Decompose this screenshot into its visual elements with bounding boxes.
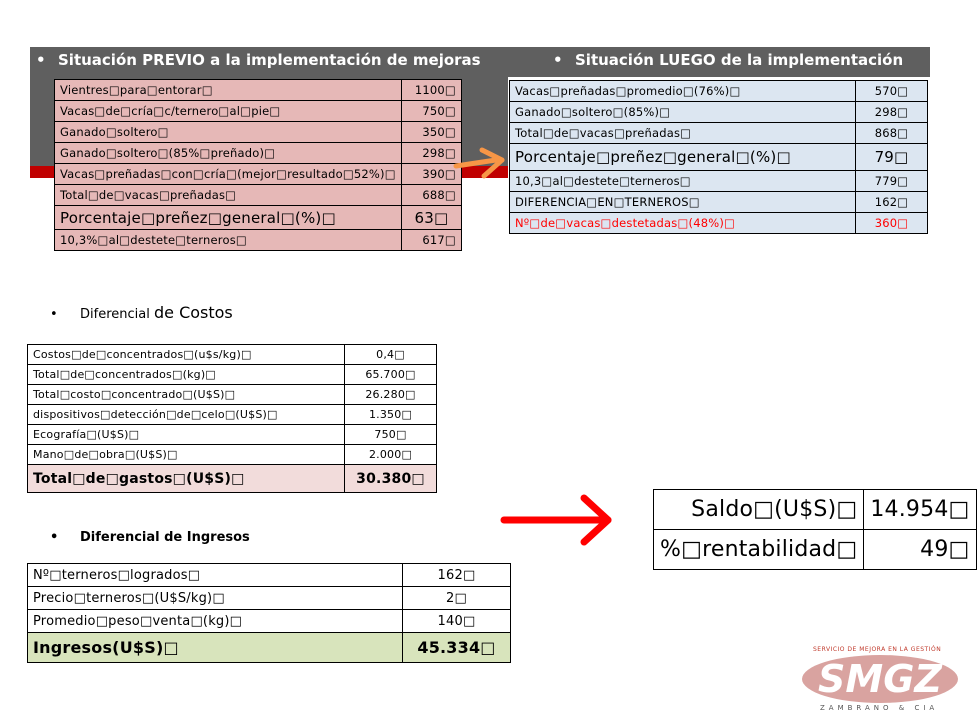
row-label: Vacas□preñadas□promedio□(76%)□	[510, 81, 856, 102]
row-value: 65.700□	[345, 365, 437, 385]
table-row	[28, 445, 437, 465]
table-row	[654, 490, 977, 530]
row-label: Ganado□soltero□	[55, 122, 402, 143]
row-label: 10,3□al□destete□terneros□	[510, 171, 856, 192]
row-value: 298□	[401, 143, 461, 164]
table-row	[510, 102, 928, 123]
row-label: DIFERENCIA□EN□TERNEROS□	[510, 192, 856, 213]
saldo-table	[653, 489, 977, 570]
table-row	[55, 122, 462, 143]
table-row	[654, 530, 977, 570]
row-value: 79□	[856, 144, 928, 171]
table-row	[28, 564, 511, 587]
row-value: 14.954□	[864, 490, 976, 530]
table-row	[55, 230, 462, 251]
row-label: %□rentabilidad□	[654, 530, 864, 570]
table-row	[28, 425, 437, 445]
row-value: 162□	[856, 192, 928, 213]
row-label: Ecografía□(U$S)□	[28, 425, 345, 445]
row-value: 2□	[403, 587, 511, 610]
row-label: Mano□de□obra□(U$S)□	[28, 445, 345, 465]
table-row	[28, 345, 437, 365]
row-value: 390□	[401, 164, 461, 185]
row-label: Vacas□preñadas□con□cría□(mejor□resultado□52%)□	[55, 164, 402, 185]
table-row	[55, 206, 462, 230]
table-row	[28, 610, 511, 633]
right-section-title: • Situación LUEGO de la implementación	[553, 51, 904, 69]
row-label: dispositivos□detección□de□celo□(U$S)□	[28, 405, 345, 425]
table-row	[510, 171, 928, 192]
table-row	[510, 213, 928, 234]
row-value: 26.280□	[345, 385, 437, 405]
table-row	[55, 143, 462, 164]
row-value: 868□	[856, 123, 928, 144]
smgz-logo	[800, 654, 960, 704]
row-label: Porcentaje□preñez□general□(%)□	[510, 144, 856, 171]
row-label: Total□costo□concentrado□(U$S)□	[28, 385, 345, 405]
logo-text: SMGZ	[818, 657, 942, 701]
row-value: 298□	[856, 102, 928, 123]
total-row	[28, 633, 511, 663]
ingresos-heading: • Diferencial de Ingresos	[50, 530, 250, 545]
luego-table	[509, 80, 928, 234]
row-label: 10,3%□al□destete□terneros□	[55, 230, 402, 251]
table-row	[510, 144, 928, 171]
table-row	[510, 123, 928, 144]
table-row	[28, 365, 437, 385]
total-label: Ingresos(U$S)□	[28, 633, 403, 663]
costos-heading: • Diferencial de Costos	[50, 303, 233, 322]
row-label: Total□de□vacas□preñadas□	[510, 123, 856, 144]
row-value: 750□	[401, 101, 461, 122]
table-row	[55, 164, 462, 185]
ingresos-table	[27, 563, 511, 663]
row-value: 617□	[401, 230, 461, 251]
table-row	[55, 80, 462, 101]
table-row	[55, 185, 462, 206]
logo-subtitle: SERVICIO DE MEJORA EN LA GESTIÓN	[813, 646, 942, 653]
row-label: Ganado□soltero□(85%□preñado)□	[55, 143, 402, 164]
table-row	[28, 385, 437, 405]
total-value: 45.334□	[403, 633, 511, 663]
row-label: Promedio□peso□venta□(kg)□	[28, 610, 403, 633]
row-value: 63□	[401, 206, 461, 230]
table-row	[510, 192, 928, 213]
row-value: 140□	[403, 610, 511, 633]
row-label: Total□de□concentrados□(kg)□	[28, 365, 345, 385]
previo-table	[54, 79, 462, 251]
row-label: Vientres□para□entorar□	[55, 80, 402, 101]
row-label: Ganado□soltero□(85%)□	[510, 102, 856, 123]
row-value: 360□	[856, 213, 928, 234]
table-row	[55, 101, 462, 122]
row-label: Nº□de□vacas□destetadas□(48%)□	[510, 213, 856, 234]
row-value: 688□	[401, 185, 461, 206]
row-label: Precio□terneros□(U$S/kg)□	[28, 587, 403, 610]
row-value: 779□	[856, 171, 928, 192]
row-value: 2.000□	[345, 445, 437, 465]
row-label: Saldo□(U$S)□	[654, 490, 864, 530]
orange-arrow-icon	[452, 146, 512, 182]
table-row	[510, 81, 928, 102]
row-label: Costos□de□concentrados□(u$s/kg)□	[28, 345, 345, 365]
row-value: 49□	[864, 530, 976, 570]
costos-table	[27, 344, 437, 493]
row-value: 1100□	[401, 80, 461, 101]
row-value: 162□	[403, 564, 511, 587]
row-value: 1.350□	[345, 405, 437, 425]
row-label: Vacas□de□cría□c/ternero□al□pie□	[55, 101, 402, 122]
row-label: Nº□terneros□logrados□	[28, 564, 403, 587]
row-label: Porcentaje□preñez□general□(%)□	[55, 206, 402, 230]
row-value: 0,4□	[345, 345, 437, 365]
row-label: Total□de□vacas□preñadas□	[55, 185, 402, 206]
total-value: 30.380□	[345, 465, 437, 493]
left-section-title: • Situación PREVIO a la implementación de mejoras	[36, 51, 481, 69]
table-row	[28, 405, 437, 425]
row-value: 750□	[345, 425, 437, 445]
total-label: Total□de□gastos□(U$S)□	[28, 465, 345, 493]
row-value: 350□	[401, 122, 461, 143]
row-value: 570□	[856, 81, 928, 102]
total-row	[28, 465, 437, 493]
red-arrow-icon	[500, 490, 620, 550]
logo-footer: ZAMBRANO & CIA	[820, 704, 939, 712]
table-row	[28, 587, 511, 610]
